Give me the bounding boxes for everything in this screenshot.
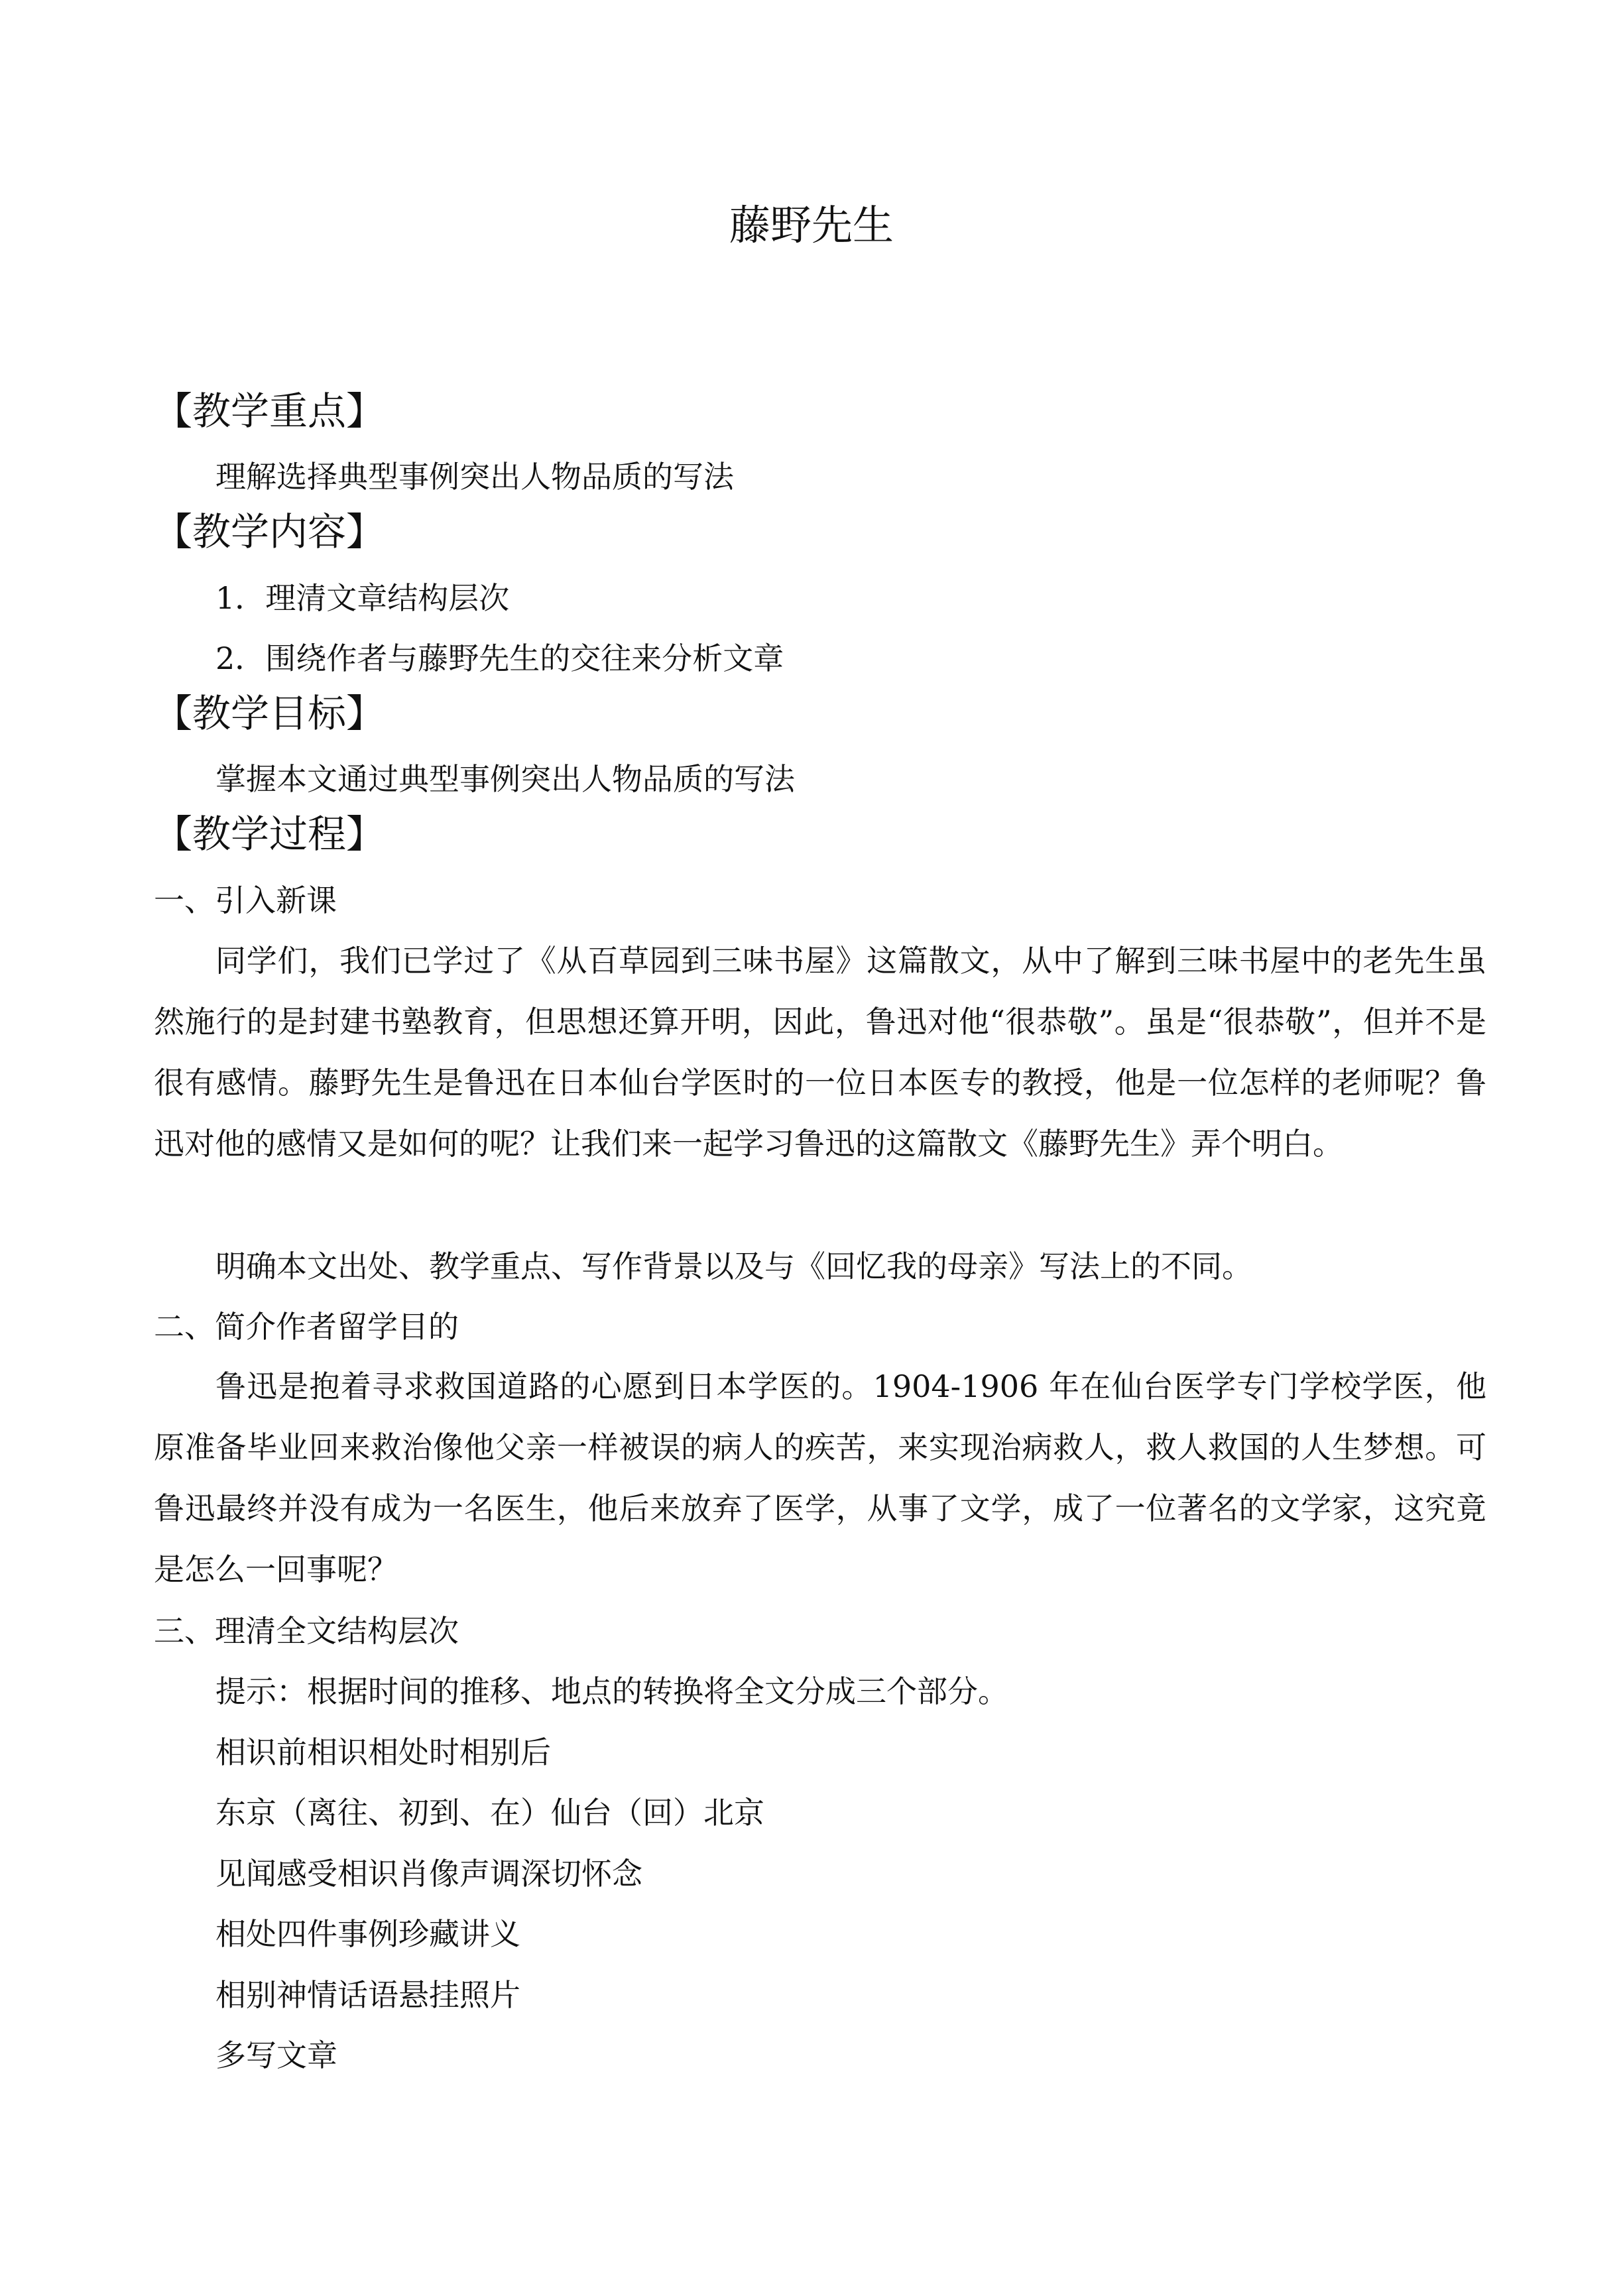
section-3-line-4: 见闻感受相识肖像声调深切怀念 — [215, 1856, 642, 1892]
section-1-paragraph-2: 明确本文出处、教学重点、写作背景以及与《回忆我的母亲》写法上的不同。 — [215, 1248, 1252, 1284]
content-item-1: 1．理清文章结构层次 — [215, 580, 510, 616]
section-2-title: 二、简介作者留学目的 — [154, 1309, 459, 1345]
heading-teaching-content: 【教学内容】 — [154, 509, 385, 554]
content-item-2: 2．围绕作者与藤野先生的交往来分析文章 — [215, 640, 784, 676]
section-3-line-1: 提示：根据时间的推移、地点的转换将全文分成三个部分。 — [215, 1673, 1008, 1709]
heading-teaching-goal: 【教学目标】 — [154, 691, 385, 736]
section-2-paragraph: 鲁迅是抱着寻求救国道路的心愿到日本学医的。1904-1906 年在仙台医学专门学校学医，他原准备毕业回来救治像他父亲一样被误的病人的疾苦，来实现治病救人，救人救国的人生梦想。可鲁迅最终并没有成为一名医生，他后来放弃了医学，从事了文学，成了一位著名的文学家，这究竟是怎么一回事呢？ — [154, 1368, 1486, 1587]
section-3-line-5: 相处四件事例珍藏讲义 — [215, 1916, 520, 1952]
section-3-line-7: 多写文章 — [215, 2037, 337, 2073]
section-3-line-3: 东京（离往、初到、在）仙台（回）北京 — [215, 1795, 764, 1831]
section-1-paragraph-1: 同学们，我们已学过了《从百草园到三味书屋》这篇散文，从中了解到三味书屋中的老先生虽然施行的是封建书塾教育，但思想还算开明，因此，鲁迅对他“很恭敬”。虽是“很恭敬”，但并不是很有感情。藤野先生是鲁迅在日本仙台学医时的一位日本医专的教授，他是一位怎样的老师呢？鲁迅对他的感情又是如何的呢？让我们来一起学习鲁迅的这篇散文《藤野先生》弄个明白。 — [154, 943, 1486, 1162]
section-3-line-2: 相识前相识相处时相别后 — [215, 1734, 551, 1770]
heading-teaching-process: 【教学过程】 — [154, 812, 385, 857]
goal-text: 掌握本文通过典型事例突出人物品质的写法 — [215, 761, 795, 797]
heading-teaching-focus: 【教学重点】 — [154, 389, 385, 434]
section-1-title: 一、引入新课 — [154, 882, 337, 918]
section-3-title: 三、理清全文结构层次 — [154, 1613, 459, 1649]
page-title: 藤野先生 — [729, 201, 894, 249]
focus-text: 理解选择典型事例突出人物品质的写法 — [215, 459, 734, 495]
section-3-line-6: 相别神情话语悬挂照片 — [215, 1977, 520, 2013]
